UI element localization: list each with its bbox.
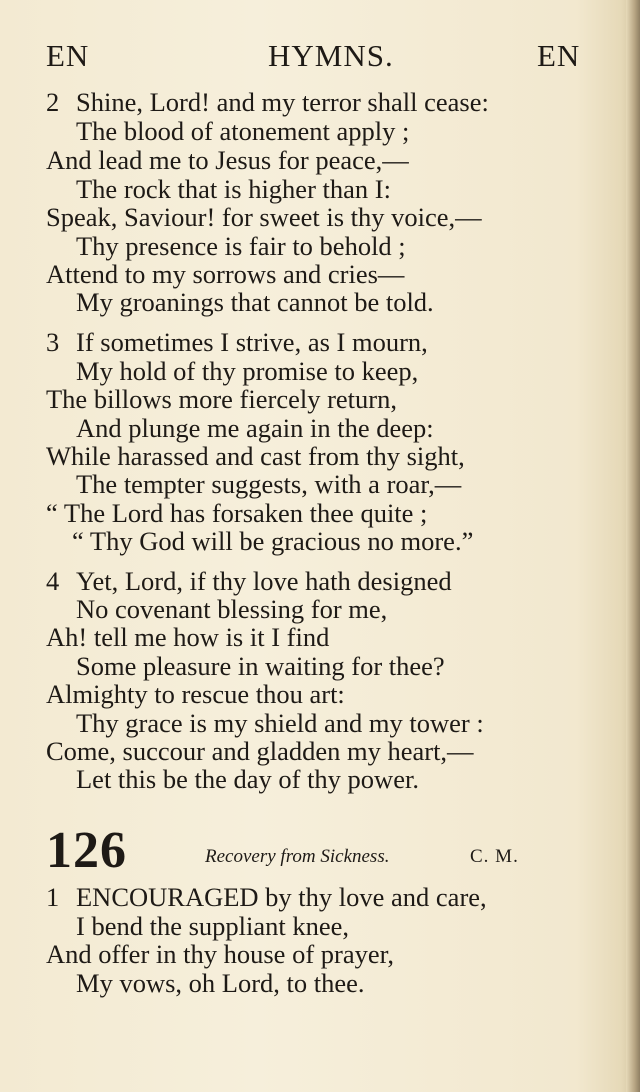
stanza-number: 3 bbox=[46, 327, 60, 357]
verse-line: The blood of atonement apply ; bbox=[76, 116, 410, 146]
verse-line: My hold of thy promise to keep, bbox=[76, 356, 419, 386]
verse-line: The billows more fiercely return, bbox=[46, 384, 397, 414]
verse-line: Let this be the day of thy power. bbox=[76, 764, 419, 794]
verse-line: Yet, Lord, if thy love hath designed bbox=[76, 566, 452, 596]
verse-line: Come, succour and gladden my heart,— bbox=[46, 736, 474, 766]
verse-line: Thy grace is my shield and my tower : bbox=[76, 708, 484, 738]
verse-line: ENCOURAGED by thy love and care, bbox=[76, 882, 487, 912]
stanza-number: 2 bbox=[46, 87, 60, 117]
hymn-title: Recovery from Sickness. bbox=[205, 846, 390, 867]
verse-line: I bend the suppliant knee, bbox=[76, 911, 350, 941]
page-binding-edge bbox=[626, 0, 640, 1092]
stanza-number: 4 bbox=[46, 566, 60, 596]
verse-line: If sometimes I strive, as I mourn, bbox=[76, 327, 428, 357]
verse-line: And lead me to Jesus for peace,— bbox=[46, 145, 409, 175]
header-title: HYMNS. bbox=[268, 38, 394, 73]
running-header bbox=[0, 38, 600, 78]
verse-line: My vows, oh Lord, to thee. bbox=[76, 968, 365, 998]
verse-line: While harassed and cast from thy sight, bbox=[46, 441, 465, 471]
stanza-number: 1 bbox=[46, 882, 60, 912]
verse-line: Thy presence is fair to behold ; bbox=[76, 231, 406, 261]
verse-line: Almighty to rescue thou art: bbox=[46, 679, 345, 709]
hymn-number: 126 bbox=[46, 822, 127, 879]
verse-line: My groanings that cannot be told. bbox=[76, 287, 434, 317]
verse-line: The rock that is higher than I: bbox=[76, 174, 391, 204]
verse-line: No covenant blessing for me, bbox=[76, 594, 388, 624]
verse-line: Shine, Lord! and my terror shall cease: bbox=[76, 87, 489, 117]
verse-line: “ Thy God will be gracious no more.” bbox=[72, 526, 474, 556]
header-left-word: EN bbox=[46, 38, 90, 73]
verse-line: And plunge me again in the deep: bbox=[76, 413, 434, 443]
verse-line: And offer in thy house of prayer, bbox=[46, 939, 395, 969]
verse-line: Attend to my sorrows and cries— bbox=[46, 259, 405, 289]
verse-line: Some pleasure in waiting for thee? bbox=[76, 651, 445, 681]
hymn-meter: C. M. bbox=[470, 846, 519, 867]
header-right-word: EN bbox=[537, 38, 581, 73]
verse-line: The tempter suggests, with a roar,— bbox=[76, 469, 462, 499]
verse-line: Speak, Saviour! for sweet is thy voice,— bbox=[46, 202, 482, 232]
verse-line: Ah! tell me how is it I find bbox=[46, 622, 330, 652]
verse-line: “ The Lord has forsaken thee quite ; bbox=[46, 498, 428, 528]
